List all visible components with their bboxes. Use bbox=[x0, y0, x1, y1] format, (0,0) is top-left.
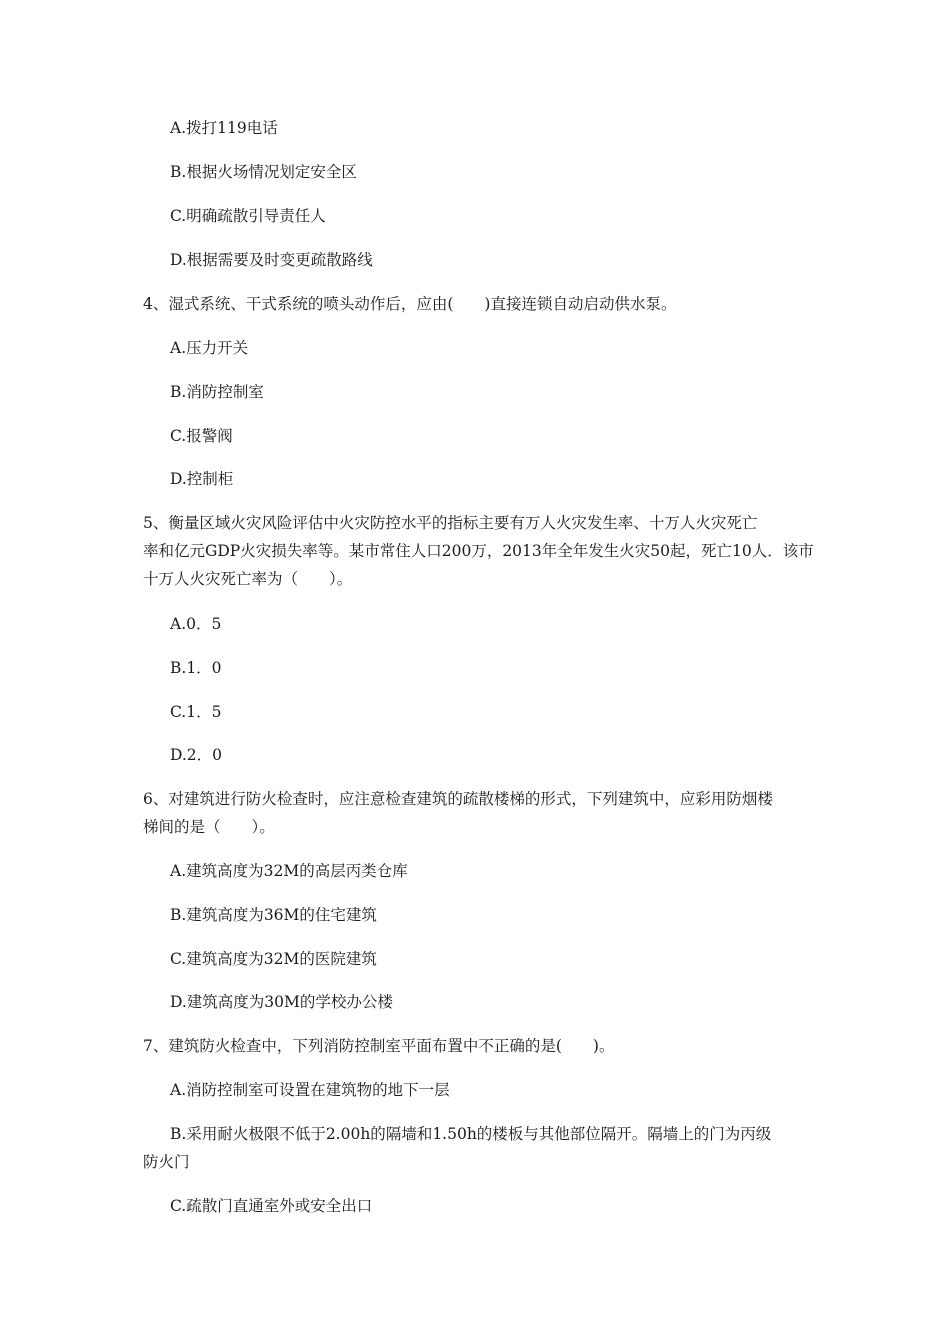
q4-option-a: A.压力开关 bbox=[170, 339, 249, 357]
q6-option-b: B.建筑高度为36M的住宅建筑 bbox=[170, 906, 377, 924]
q3-option-c: C.明确疏散引导责任人 bbox=[170, 207, 326, 225]
q7-option-a: A.消防控制室可设置在建筑物的地下一层 bbox=[170, 1081, 450, 1099]
q4-option-c: C.报警阀 bbox=[170, 427, 233, 445]
q5-option-a: A.0．5 bbox=[170, 615, 222, 633]
q3-option-b: B.根据火场情况划定安全区 bbox=[170, 163, 357, 181]
q5-stem-line-3: 十万人火灾死亡率为（ ）。 bbox=[143, 570, 353, 588]
q3-option-a: A.拨打119电话 bbox=[170, 119, 278, 137]
q7-option-c: C.疏散门直通室外或安全出口 bbox=[170, 1197, 373, 1215]
q5-stem-line-1: 5、衡量区域火灾风险评估中火灾防控水平的指标主要有万人火灾发生率、十万人火灾死亡 bbox=[143, 514, 758, 532]
q6-option-a: A.建筑高度为32M的高层丙类仓库 bbox=[170, 862, 408, 880]
q7-stem: 7、建筑防火检查中，下列消防控制室平面布置中不正确的是( )。 bbox=[143, 1037, 615, 1055]
q5-option-b: B.1．0 bbox=[170, 659, 222, 677]
q5-option-c: C.1．5 bbox=[170, 703, 222, 721]
q4-option-d: D.控制柜 bbox=[170, 470, 234, 488]
q5-stem-line-2: 率和亿元GDP火灾损失率等。某市常住人口200万，2013年全年发生火灾50起，死亡10人．该市 bbox=[143, 542, 814, 560]
q6-option-d: D.建筑高度为30M的学校办公楼 bbox=[170, 993, 393, 1011]
q6-stem-line-2: 梯间的是（ ）。 bbox=[143, 818, 275, 836]
q5-option-d: D.2．0 bbox=[170, 746, 223, 764]
q6-stem-line-1: 6、对建筑进行防火检查时，应注意检查建筑的疏散楼梯的形式，下列建筑中，应彩用防烟楼 bbox=[143, 790, 773, 808]
q4-option-b: B.消防控制室 bbox=[170, 383, 264, 401]
q6-option-c: C.建筑高度为32M的医院建筑 bbox=[170, 950, 377, 968]
q7-option-b-line-1: B.采用耐火极限不低于2.00h的隔墙和1.50h的楼板与其他部位隔开。隔墙上的门为丙级 bbox=[170, 1125, 772, 1143]
q7-option-b-line-2: 防火门 bbox=[143, 1153, 190, 1171]
q4-stem: 4、湿式系统、干式系统的喷头动作后，应由( )直接连锁自动启动供水泵。 bbox=[143, 295, 677, 313]
q3-option-d: D.根据需要及时变更疏散路线 bbox=[170, 251, 373, 269]
